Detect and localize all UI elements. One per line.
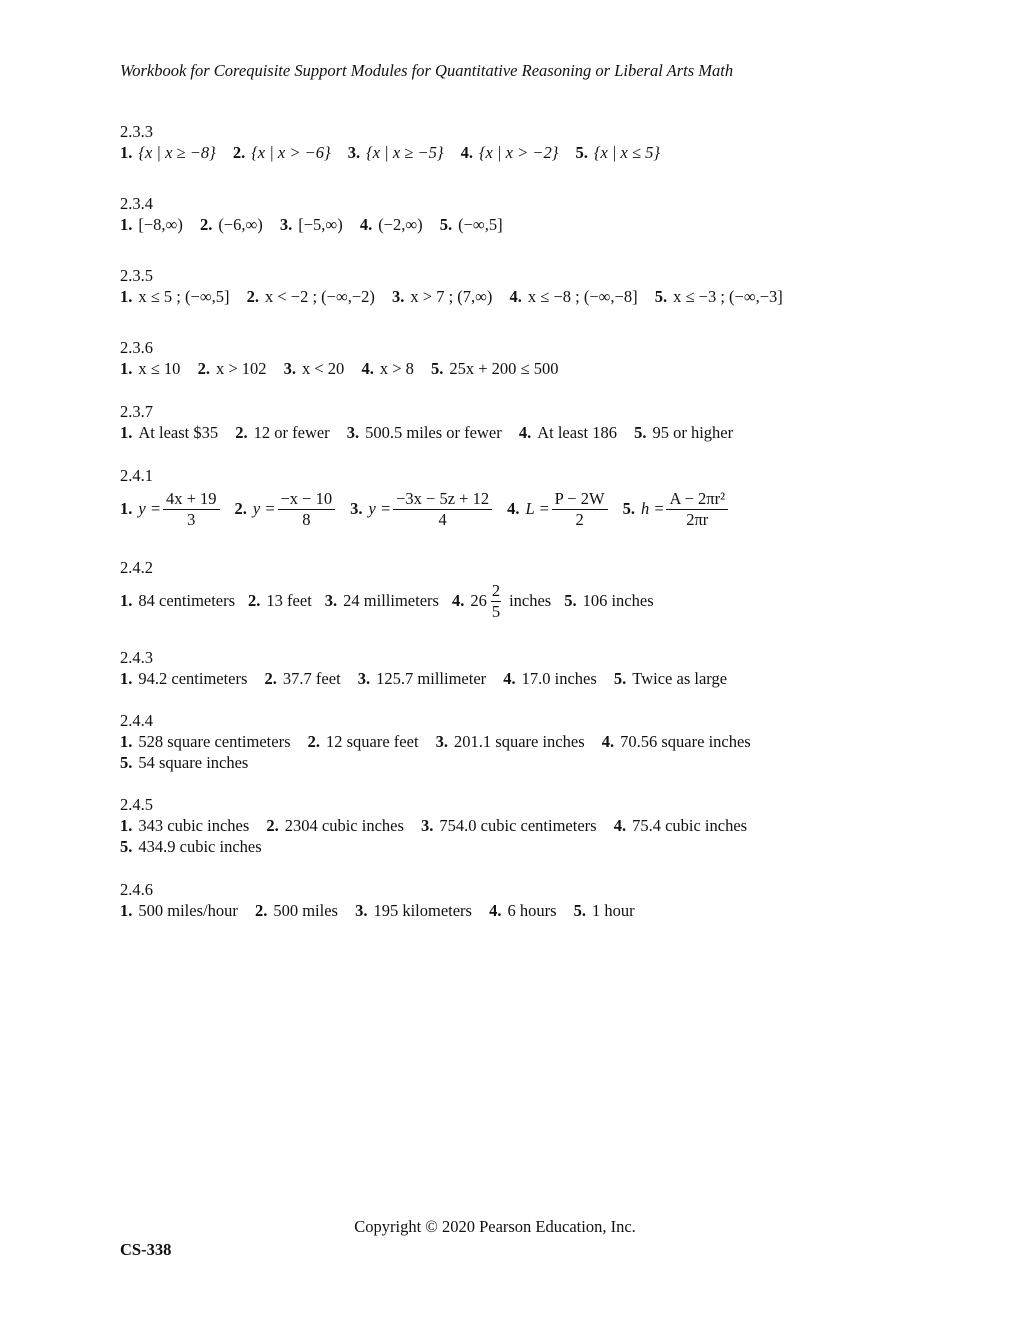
answer-line: [120, 422, 746, 443]
item-answer: 84 centimeters: [138, 591, 236, 610]
item-answer: Twice as large: [632, 669, 728, 688]
item-answer: x > 102: [215, 359, 267, 378]
item-answer: 125.7 millimeter: [376, 669, 487, 688]
answer-item: [120, 752, 248, 773]
item-answer: x < 20: [302, 359, 345, 378]
answer-item: [614, 815, 747, 836]
section-2-3-3: [120, 121, 673, 163]
numerator: A − 2πr²: [666, 489, 728, 510]
numerator: −x − 10: [278, 489, 336, 510]
item-number: 5.: [634, 423, 647, 442]
item-number: 2.: [234, 499, 247, 518]
item-answer: (−2,∞): [378, 215, 423, 234]
item-answer: 17.0 inches: [521, 669, 597, 688]
answer-line: [120, 486, 743, 532]
item-number: 1.: [120, 359, 133, 378]
item-number: 4.: [507, 499, 520, 518]
item-number: 3.: [283, 359, 296, 378]
answer-item: [507, 489, 609, 530]
denominator: 8: [302, 509, 311, 529]
answer-item: [233, 142, 331, 163]
item-number: 1.: [120, 499, 133, 518]
item-answer: x > 8: [379, 359, 414, 378]
item-number: 4.: [503, 669, 516, 688]
answer-line: [120, 214, 516, 235]
item-number: 3.: [347, 143, 361, 162]
answer-item: [489, 900, 556, 921]
item-number: 2.: [254, 901, 268, 920]
denominator: 2: [575, 509, 584, 529]
answer-item: [120, 591, 235, 611]
item-answer: 95 or higher: [652, 423, 734, 442]
answer-item: [120, 900, 238, 921]
item-number: 5.: [573, 901, 587, 920]
answer-line: [120, 668, 740, 689]
answer-item: [280, 214, 343, 235]
answer-item: [308, 731, 419, 752]
item-answer: x > 7 ; (7,∞): [410, 287, 493, 306]
item-answer: {x | x > −6}: [251, 143, 331, 162]
answer-item: [200, 214, 263, 235]
item-number: 4.: [359, 215, 373, 234]
equation-lhs: L =: [525, 499, 550, 518]
section-2-4-1: [120, 465, 743, 532]
item-answer: 37.7 feet: [282, 669, 341, 688]
answer-item: [284, 358, 345, 379]
item-number: 2.: [197, 359, 210, 378]
answer-item: [574, 900, 635, 921]
item-number: 4.: [361, 359, 374, 378]
fraction: [666, 489, 728, 530]
section-title: 2.3.5: [120, 266, 153, 285]
item-answer: x ≤ −3 ; (−∞,−3]: [673, 287, 783, 306]
denominator: 2πr: [686, 509, 709, 529]
section-2-4-5: [120, 794, 760, 857]
item-number: 2.: [264, 669, 277, 688]
item-answer: 25x + 200 ≤ 500: [449, 359, 559, 378]
item-number: 4.: [613, 816, 627, 835]
answer-item: [602, 731, 751, 752]
section-title: 2.4.4: [120, 711, 153, 730]
copyright-footer: Copyright © 2020 Pearson Education, Inc.: [354, 1217, 636, 1236]
section-2-3-6: [120, 337, 572, 379]
item-number: 2.: [235, 423, 248, 442]
section-title: 2.4.1: [120, 466, 153, 485]
item-answer: (−6,∞): [218, 215, 263, 234]
item-number: 5.: [120, 837, 133, 856]
item-number: 4.: [460, 143, 473, 162]
answer-item: [452, 581, 551, 622]
item-answer: x ≤ 5 ; (−∞,5]: [138, 287, 230, 306]
answer-item: [120, 836, 262, 857]
answer-item: [575, 142, 660, 163]
item-answer: 2304 cubic inches: [284, 816, 404, 835]
item-answer: At least 186: [537, 423, 617, 442]
item-number: 5.: [613, 669, 627, 688]
answer-item: [120, 214, 183, 235]
answer-line: [120, 731, 764, 752]
item-answer: [−5,∞): [298, 215, 343, 234]
answer-line: [120, 286, 796, 307]
answer-item: [347, 422, 502, 443]
equation-lhs: y =: [368, 499, 392, 518]
item-number: 1.: [120, 591, 133, 610]
answer-item: [235, 489, 338, 530]
answer-line: [120, 900, 648, 921]
item-answer: 75.4 cubic inches: [632, 816, 748, 835]
answer-item: [634, 422, 733, 443]
item-answer: {x | x ≤ 5}: [593, 143, 661, 162]
item-number: 3.: [357, 669, 371, 688]
item-number: 3.: [435, 732, 449, 751]
item-number: 2.: [266, 816, 279, 835]
section-2-4-2: [120, 557, 667, 624]
answer-item: [265, 668, 341, 689]
answer-item: [235, 422, 329, 443]
item-answer: 24 millimeters: [343, 591, 439, 610]
answer-item: [350, 489, 494, 530]
equation-lhs: y =: [252, 499, 276, 518]
item-answer: 106 inches: [582, 591, 654, 610]
item-answer: 201.1 square inches: [454, 732, 585, 751]
answer-item: [198, 358, 267, 379]
section-title: 2.3.7: [120, 402, 153, 421]
unit: inches: [509, 591, 552, 610]
answer-item: [120, 489, 222, 530]
answer-item: [120, 668, 247, 689]
answer-item: [358, 668, 486, 689]
item-answer: 528 square centimeters: [138, 732, 291, 751]
section-title: 2.4.6: [120, 880, 153, 899]
item-answer: 12 square feet: [325, 732, 419, 751]
answer-item: [392, 286, 492, 307]
item-answer: x < −2 ; (−∞,−2): [264, 287, 375, 306]
answer-line: [120, 358, 572, 379]
item-answer: {x | x > −2}: [478, 143, 559, 162]
item-number: 3.: [346, 423, 360, 442]
answer-line: [120, 578, 667, 624]
item-answer: [−8,∞): [138, 215, 183, 234]
fraction: [278, 489, 336, 530]
answer-item: [360, 214, 423, 235]
section-2-3-5: [120, 265, 796, 307]
answer-item: [461, 142, 559, 163]
section-title: 2.4.2: [120, 558, 153, 577]
item-answer: 6 hours: [507, 901, 557, 920]
answer-item: [120, 815, 249, 836]
item-number: 1.: [120, 732, 133, 751]
item-answer: x ≤ −8 ; (−∞,−8]: [527, 287, 638, 306]
numerator: −3x − 5z + 12: [393, 489, 492, 510]
answer-item: [266, 815, 404, 836]
item-number: 5.: [431, 359, 444, 378]
fraction: [489, 581, 503, 622]
answer-item: [614, 668, 727, 689]
item-number: 5.: [439, 215, 453, 234]
item-number: 1.: [120, 669, 133, 688]
item-number: 1.: [120, 287, 133, 306]
answer-item: [436, 731, 585, 752]
answer-item: [564, 591, 653, 611]
item-number: 4.: [601, 732, 615, 751]
item-number: 3.: [421, 816, 434, 835]
answer-item: [247, 286, 375, 307]
page-number: CS-338: [120, 1240, 172, 1259]
answer-item: [120, 731, 290, 752]
item-answer: 754.0 cubic centimeters: [439, 816, 597, 835]
numerator: 2: [491, 580, 501, 600]
item-number: 3.: [355, 901, 368, 920]
item-number: 1.: [120, 215, 133, 234]
answer-item: [440, 214, 503, 235]
answer-item: [348, 142, 444, 163]
answer-line: [120, 752, 764, 773]
item-answer: {x | x ≥ −8}: [138, 143, 216, 162]
item-answer: x ≤ 10: [138, 359, 181, 378]
item-answer: 70.56 square inches: [620, 732, 751, 751]
item-number: 3.: [392, 287, 405, 306]
section-title: 2.3.6: [120, 338, 153, 357]
section-2-4-6: [120, 879, 648, 921]
item-number: 2.: [248, 591, 261, 610]
answer-item: [431, 358, 559, 379]
answer-line: [120, 142, 673, 163]
item-answer: 500.5 miles or fewer: [365, 423, 502, 442]
answer-item: [325, 591, 439, 611]
denominator: 5: [491, 601, 501, 621]
section-title: 2.4.3: [120, 648, 153, 667]
section-2-4-3: [120, 647, 740, 689]
item-answer: 500 miles/hour: [138, 901, 238, 920]
item-number: 4.: [518, 423, 532, 442]
item-number: 4.: [509, 287, 522, 306]
item-number: 2.: [307, 732, 320, 751]
item-answer: 434.9 cubic inches: [138, 837, 262, 856]
numerator: 4x + 19: [163, 489, 220, 510]
answer-item: [355, 900, 472, 921]
answer-item: [510, 286, 638, 307]
item-answer: At least $35: [138, 423, 219, 442]
answer-item: [120, 142, 216, 163]
numerator: P − 2W: [552, 489, 608, 510]
answer-item: [248, 591, 312, 611]
item-number: 3.: [324, 591, 338, 610]
item-answer: 54 square inches: [138, 753, 249, 772]
item-number: 2.: [246, 287, 259, 306]
section-2-4-4: [120, 710, 764, 773]
section-title: 2.3.3: [120, 122, 153, 141]
item-number: 4.: [489, 901, 502, 920]
item-number: 3.: [350, 499, 363, 518]
item-answer: 343 cubic inches: [138, 816, 250, 835]
answer-line: [120, 836, 760, 857]
item-answer: 195 kilometers: [373, 901, 472, 920]
item-number: 1.: [120, 901, 133, 920]
section-title: 2.4.5: [120, 795, 153, 814]
equation-lhs: h =: [640, 499, 665, 518]
item-number: 5.: [575, 143, 588, 162]
denominator: 3: [187, 509, 196, 529]
item-answer: 12 or fewer: [253, 423, 330, 442]
section-2-3-4: [120, 193, 516, 235]
item-answer: 94.2 centimeters: [138, 669, 248, 688]
answer-item: [120, 286, 229, 307]
answer-item: [421, 815, 597, 836]
item-number: 5.: [564, 591, 577, 610]
item-answer: {x | x ≥ −5}: [366, 143, 444, 162]
item-number: 5.: [120, 753, 133, 772]
item-number: 2.: [232, 143, 246, 162]
mixed-whole: 26: [470, 591, 487, 610]
item-number: 2.: [199, 215, 213, 234]
item-answer: 500 miles: [273, 901, 338, 920]
answer-item: [655, 286, 783, 307]
fraction: [163, 489, 220, 530]
fraction: [552, 489, 608, 530]
section-2-3-7: [120, 401, 746, 443]
item-number: 5.: [622, 499, 635, 518]
answer-item: [503, 668, 597, 689]
item-number: 3.: [279, 215, 293, 234]
answer-item: [120, 358, 180, 379]
answer-item: [255, 900, 338, 921]
item-number: 1.: [120, 423, 133, 442]
item-answer: 1 hour: [592, 901, 635, 920]
section-title: 2.3.4: [120, 194, 153, 213]
equation-lhs: y =: [138, 499, 161, 518]
answer-item: [519, 422, 617, 443]
answer-item: [120, 422, 218, 443]
item-number: 1.: [120, 143, 133, 162]
fraction: [393, 489, 492, 530]
item-number: 5.: [654, 287, 668, 306]
item-answer: 13 feet: [266, 591, 312, 610]
answer-item: [361, 358, 413, 379]
answer-item: [623, 489, 730, 530]
answer-line: [120, 815, 760, 836]
item-number: 4.: [451, 591, 465, 610]
running-header: Workbook for Corequisite Support Modules for Quantitative Reasoning or Liberal Arts Math: [120, 61, 734, 80]
item-answer: (−∞,5]: [458, 215, 503, 234]
item-number: 1.: [120, 816, 133, 835]
denominator: 4: [438, 509, 447, 529]
